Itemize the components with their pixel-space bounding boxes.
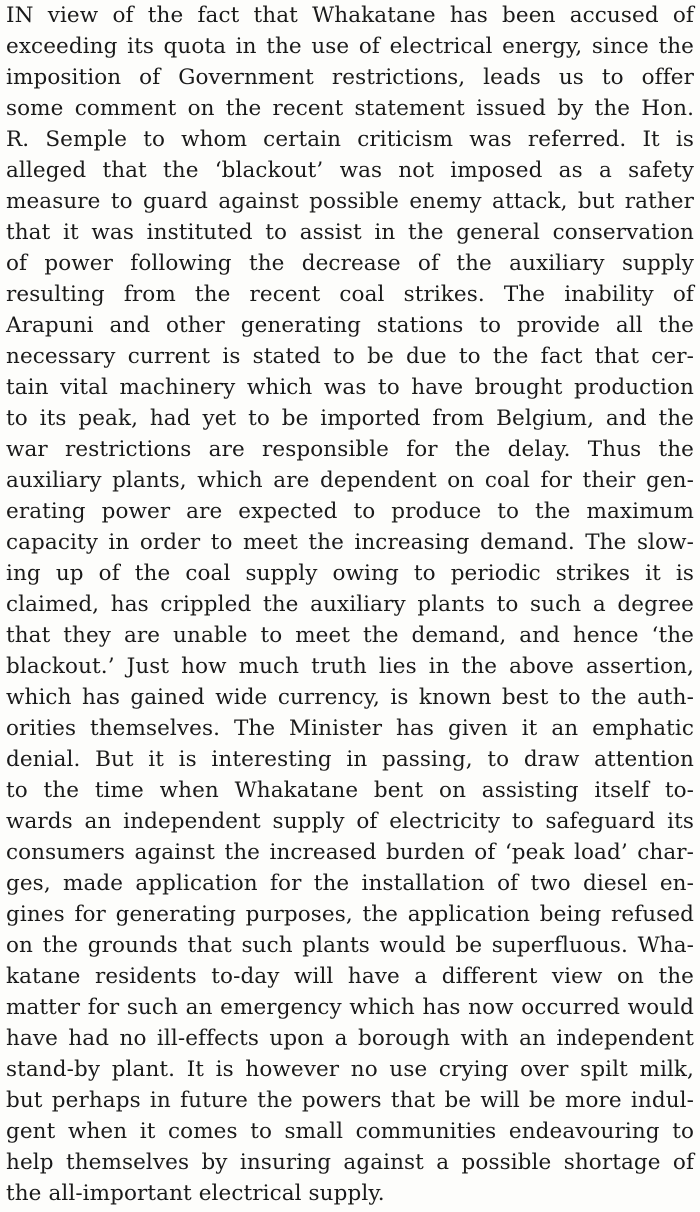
article-line: imposition of Government restrictions, leads us to offer	[6, 65, 694, 90]
article-line: but perhaps in future the powers that be will be more indul-	[6, 1088, 694, 1113]
article-line: on the grounds that such plants would be superfluous. Wha-	[6, 933, 694, 958]
article-line: stand-by plant. It is however no use crying over spilt milk,	[6, 1057, 694, 1082]
article-line: matter for such an emergency which has now occurred would	[6, 995, 694, 1020]
article-line: necessary current is stated to be due to the fact that cer-	[6, 344, 694, 369]
article-line: the all-important electrical supply.	[6, 1181, 385, 1206]
article-line: orities themselves. The Minister has given it an emphatic	[6, 716, 694, 741]
article-line: erating power are expected to produce to the maximum	[6, 499, 694, 524]
article-line: Arapuni and other generating stations to provide all the	[6, 313, 694, 338]
article-line: war restrictions are responsible for the delay. Thus the	[6, 437, 694, 462]
article-line: some comment on the recent statement issued by the Hon.	[6, 96, 694, 121]
article-line: denial. But it is interesting in passing, to draw attention	[6, 747, 694, 772]
article-line: blackout.’ Just how much truth lies in the above assertion,	[6, 654, 694, 679]
article-line: alleged that the ‘blackout’ was not imposed as a safety	[6, 158, 694, 183]
article-line: ing up of the coal supply owing to periodic strikes it is	[6, 561, 694, 586]
article-line: measure to guard against possible enemy attack, but rather	[6, 189, 694, 214]
article-line: consumers against the increased burden of ‘peak load’ char-	[6, 840, 694, 865]
article-line: katane residents to-day will have a different view on the	[6, 964, 694, 989]
article-line: capacity in order to meet the increasing demand. The slow-	[6, 530, 694, 555]
article-line: gines for generating purposes, the application being refused	[6, 902, 694, 927]
article-line: exceeding its quota in the use of electrical energy, since the	[6, 34, 694, 59]
article-line: ges, made application for the installation of two diesel en-	[6, 871, 694, 896]
article-line: of power following the decrease of the auxiliary supply	[6, 251, 694, 276]
article-line: tain vital machinery which was to have brought production	[6, 375, 694, 400]
article-line: IN view of the fact that Whakatane has been accused of	[6, 3, 694, 28]
article-line: R. Semple to whom certain criticism was referred. It is	[6, 127, 694, 152]
article-line: to its peak, had yet to be imported from Belgium, and the	[6, 406, 694, 431]
article-line: auxiliary plants, which are dependent on coal for their gen-	[6, 468, 694, 493]
article-line: that it was instituted to assist in the general conservation	[6, 220, 694, 245]
article-line: have had no ill-effects upon a borough with an independent	[6, 1026, 694, 1051]
article-line: resulting from the recent coal strikes. The inability of	[6, 282, 694, 307]
article-line: claimed, has crippled the auxiliary plants to such a degree	[6, 592, 694, 617]
article-line: to the time when Whakatane bent on assisting itself to-	[6, 778, 694, 803]
article-line: help themselves by insuring against a possible shortage of	[6, 1150, 694, 1175]
article-line: which has gained wide currency, is known best to the auth-	[6, 685, 694, 710]
article-line: gent when it comes to small communities endeavouring to	[6, 1119, 694, 1144]
article-line: wards an independent supply of electricity to safeguard its	[6, 809, 694, 834]
article-line: that they are unable to meet the demand, and hence ‘the	[6, 623, 694, 648]
